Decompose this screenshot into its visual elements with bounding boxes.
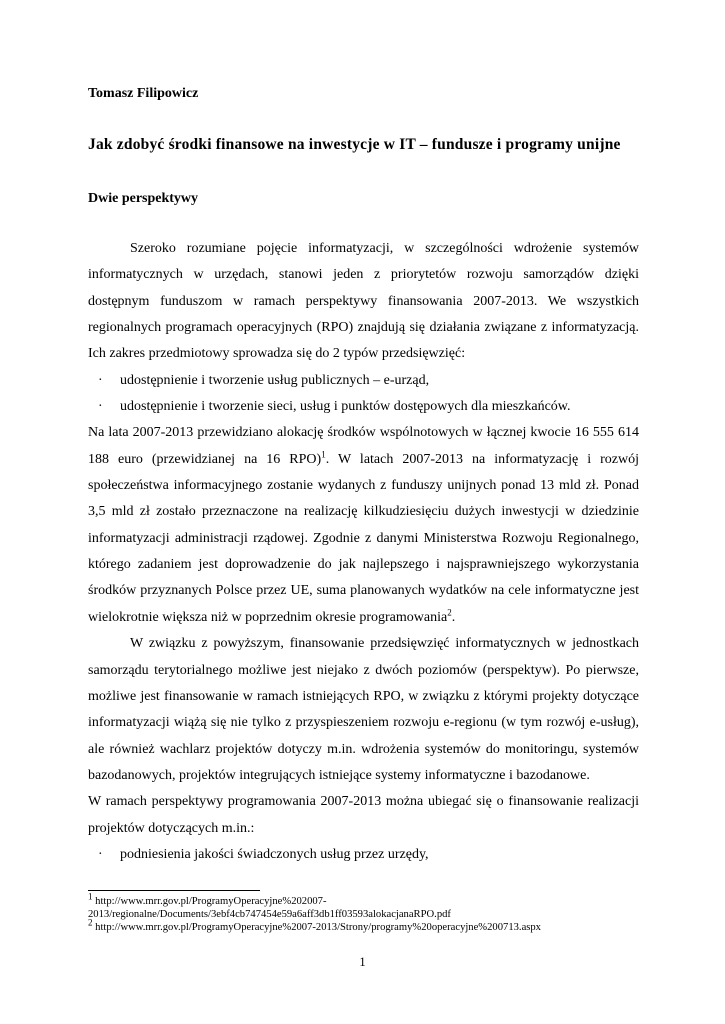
section-heading: Dwie perspektywy (88, 191, 199, 206)
footnote-1-link[interactable]: http://www.mrr.gov.pl/ProgramyOperacyjne%202007- (95, 896, 327, 907)
list-item-text: podniesienia jakości świadczonych usług przez urzędy, (120, 846, 429, 862)
bullet-marker: · (98, 399, 103, 415)
footnote-marker: 1 (88, 891, 93, 902)
footnote-1-link-cont[interactable]: 2013/regionalne/Documents/3ebf4cb747454e59a6aff3db1ff03593alokacjanaRPO.pdf (88, 909, 451, 921)
footnote-2 (88, 917, 639, 934)
footnote-1 (88, 891, 639, 921)
document-title: Jak zdobyć środki finansowe na inwestycje w IT – fundusze i programy unijne (88, 136, 621, 153)
list-item (88, 842, 639, 868)
paragraph-1: Szeroko rozumiane pojęcie informatyzacji, w szczególności wdrożenie systemów informatycznych w urzędach, stanowi jeden z priorytetów rozwoju samorządów dzięki dostępnym funduszom w ramach perspektywy finansowania 2007-2013. We wszystkich regionalnych programach operacyjnych (RPO) znajdują się działania związane z informatyzacją. Ich zakres przedmiotowy sprowadza się do 2 typów przedsięwzięć: (88, 241, 639, 362)
footnote-ref-2[interactable]: 2 (447, 607, 452, 618)
paragraph-2-text-a: Na lata 2007-2013 przewidziano alokację środków wspólnotowych w łącznej kwocie 16 555 614 188 euro (przewidzianej na 16 RPO) (88, 425, 639, 467)
paragraph-2 (88, 420, 639, 631)
author-name: Tomasz Filipowicz (88, 86, 199, 101)
list-item (88, 368, 639, 394)
paragraph-2-text-b: . W latach 2007-2013 na informatyzację i rozwój społeczeństwa informacyjnego zostanie wydanych z funduszy unijnych ponad 13 mld zł. Ponad 3,5 mld zł zostało przeznaczone na realizację kilkudziesięciu dużych inwestycji w dziedzinie informatyzacji administracji rządowej. Zgodnie z danymi Ministerstwa Rozwoju Regionalnego, którego zadaniem jest doprowadzenie do jak najlepszego i najsprawniejszego wykorzystania środków przyznanych Polsce przez UE, suma planowanych wydatków na cele informatyczne jest wielokrotnie większa niż w poprzednim okresie programowania (88, 451, 639, 625)
paragraph-3: W związku z powyższym, finansowanie przedsięwzięć informatycznych w jednostkach samorządu terytorialnego możliwe jest niejako z dwóch poziomów (perspektyw). Po pierwsze, możliwe jest finansowanie w ramach istniejących RPO, w związku z którymi projekty dotyczące informatyzacji wiążą się nie tylko z przyspieszeniem rozwoju e-regionu (w tym rozwój e-usług), ale również wachlarz projektów dotyczy m.in. wdrożenia systemów do monitoringu, systemów bazodanowych, projektów integrujących istniejące systemy informatyczne i bazodanowe. (88, 636, 639, 783)
bullet-marker: · (98, 372, 103, 388)
footnote-ref-1[interactable]: 1 (321, 449, 326, 460)
document-body (88, 236, 639, 868)
footnotes (88, 891, 639, 935)
paragraph-4: W ramach perspektywy programowania 2007-2013 można ubiegać się o finansowanie realizacji projektów dotyczących m.in.: (88, 794, 639, 836)
page-number: 1 (359, 955, 366, 969)
paragraph-2-text-end: . (451, 609, 456, 625)
bullet-list-2 (88, 842, 639, 868)
footnote-separator (88, 890, 260, 891)
bullet-marker: · (98, 846, 103, 862)
list-item-text: udostępnienie i tworzenie sieci, usług i punktów dostępowych dla mieszkańców. (120, 399, 571, 415)
footnote-2-link[interactable]: http://www.mrr.gov.pl/ProgramyOperacyjne%2007-2013/Strony/programy%20operacyjne%200713.aspx (95, 922, 541, 934)
list-item (88, 394, 639, 420)
list-item-text: udostępnienie i tworzenie usług publicznych – e-urząd, (120, 372, 430, 388)
footnote-marker: 2 (88, 917, 93, 928)
bullet-list-1 (88, 368, 639, 421)
